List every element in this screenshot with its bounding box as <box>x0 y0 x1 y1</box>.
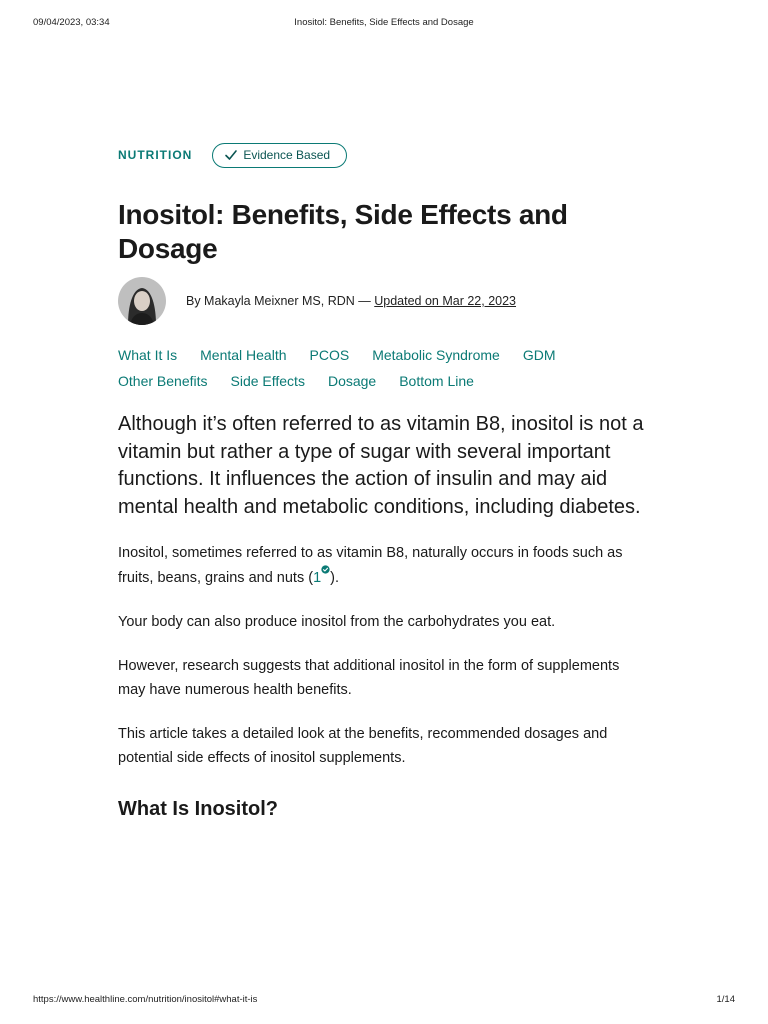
toc-side-effects[interactable]: Side Effects <box>230 373 305 389</box>
toc-metabolic-syndrome[interactable]: Metabolic Syndrome <box>372 347 500 363</box>
paragraph-3: However, research suggests that additional inositol in the form of supplements may have numerous health benefits. <box>118 658 620 698</box>
tag-row <box>118 140 658 170</box>
lede-paragraph: Although it’s often referred to as vitamin B8, inositol is not a vitamin but rather a type of sugar with several important functions. It influences the action of insulin and may aid mental health and metabolic conditions, including diabetes. <box>118 413 644 518</box>
page-title: Inositol: Benefits, Side Effects and Dosage <box>118 199 568 264</box>
citation-number: 1 <box>313 570 322 586</box>
print-footer <box>33 994 735 1008</box>
byline <box>186 294 516 308</box>
author-avatar[interactable] <box>118 277 166 325</box>
verified-badge-icon <box>321 565 330 574</box>
evidence-badge-label: Evidence Based <box>243 148 331 162</box>
toc-pcos[interactable]: PCOS <box>309 347 350 363</box>
byline-row <box>118 276 658 326</box>
toc-what-it-is[interactable]: What It Is <box>118 347 178 363</box>
toc-gdm[interactable]: GDM <box>522 347 556 363</box>
paragraph-1-text: Inositol, sometimes referred to as vitamin B8, naturally occurs in foods such as fruits, beans, grains and nuts ( <box>118 545 623 586</box>
paragraph-4: This article takes a detailed look at the benefits, recommended dosages and potential side effects of inositol supplements. <box>118 726 608 766</box>
check-icon <box>223 147 239 163</box>
print-datetime: 09/04/2023, 03:34 <box>33 17 110 28</box>
paragraph-1-end: ). <box>330 570 339 586</box>
print-url: https://www.healthline.com/nutrition/inositol#what-it-is <box>33 994 258 1005</box>
print-doc-title: Inositol: Benefits, Side Effects and Dosage <box>294 17 474 28</box>
paragraph-2: Your body can also produce inositol from the carbohydrates you eat. <box>118 614 556 630</box>
article <box>118 140 658 821</box>
toc-dosage[interactable]: Dosage <box>327 373 377 389</box>
toc-mental-health[interactable]: Mental Health <box>200 347 287 363</box>
updated-date-link[interactable]: Updated on Mar 22, 2023 <box>374 294 517 308</box>
citation-link[interactable] <box>313 570 330 586</box>
print-page-number: 1/14 <box>716 994 735 1005</box>
section-heading: What Is Inositol? <box>118 798 278 820</box>
author-avatar-image <box>118 277 166 325</box>
table-of-contents <box>118 346 658 390</box>
author-name[interactable]: By Makayla Meixner MS, RDN — <box>186 294 375 308</box>
print-header <box>33 17 735 31</box>
evidence-based-badge[interactable] <box>212 143 347 168</box>
category-link[interactable]: NUTRITION <box>118 148 193 162</box>
toc-other-benefits[interactable]: Other Benefits <box>118 373 208 389</box>
toc-bottom-line[interactable]: Bottom Line <box>399 373 474 389</box>
paragraph-1 <box>118 541 648 590</box>
